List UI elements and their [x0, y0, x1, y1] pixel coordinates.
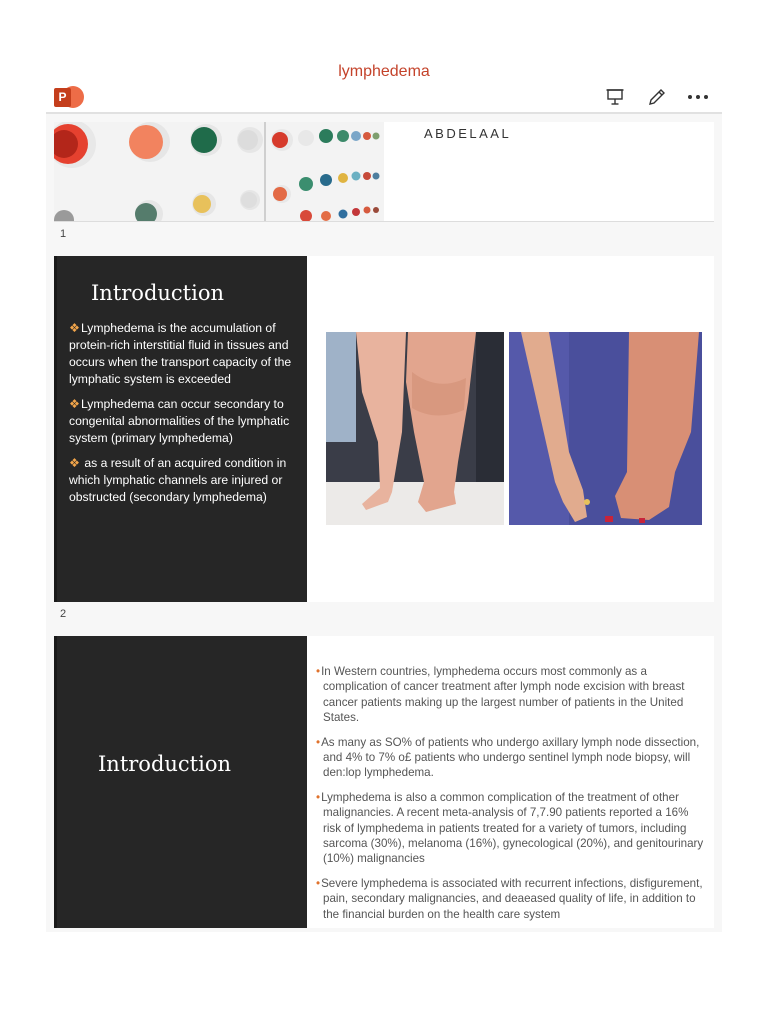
more-icon[interactable] [685, 84, 711, 110]
bullet-dot-icon: • [316, 665, 321, 678]
slide-title: Introduction [98, 752, 231, 776]
paragraph-item: •Severe lymphedema is associated with recurrent infections, disfigurement, pain, secondary malignancies, and deaeased quality of life, in addition to the financial burden on the health care system [316, 876, 703, 921]
bullet-dot-icon: • [316, 876, 321, 890]
paragraph-list [316, 664, 708, 928]
slide-thumbnail-2[interactable] [54, 256, 714, 602]
paragraph-item: •Lymphedema is also a common complication of the treatment of other malignancies. A recent meta-analysis of 7,7.90 patients reported a 16% risk of lymphedema in patients treated for a variety of tumors, including sarcoma (30%), melanoma (16%), gynecological (20%), and genitourinary (10%) malignancies [316, 790, 704, 866]
title-panel [54, 636, 307, 928]
pencil-icon[interactable] [644, 84, 670, 110]
diamond-bullet-icon: ❖ [69, 456, 80, 470]
powerpoint-icon: P [54, 86, 82, 110]
slide-title: Introduction [91, 281, 224, 305]
image-divider [264, 122, 266, 222]
bullet-list [69, 320, 303, 514]
bullet-dot-icon: • [316, 735, 321, 749]
paragraph-item: •As many as SO% of patients who undergo axillary lymph node dissection, and 4% to 7% o£ patients who undergo sentinel lymph node biopsy, will den:lop lymphedema. [316, 735, 700, 780]
decorative-circles-image [54, 122, 384, 222]
slide-number-1: 1 [60, 228, 67, 240]
title-panel [54, 256, 307, 602]
diamond-bullet-icon: ❖ [69, 397, 80, 411]
leg-photo [326, 332, 504, 525]
document-header [46, 48, 722, 114]
bullet-dot-icon: • [316, 790, 321, 804]
slide-thumbnail-1[interactable] [54, 122, 714, 222]
slide-thumbnail-3[interactable] [54, 636, 714, 928]
bullet-item: ❖Lymphedema is the accumulation of protein-rich interstitial fluid in tissues and occurs when the transport capacity of the lymphatic system is exceeded [69, 321, 292, 386]
document-title: lymphedema [338, 63, 430, 80]
bullet-item: ❖ as a result of an acquired condition in which lymphatic channels are injured or obstructed (secondary lymphedema) [69, 456, 287, 504]
author-name: ABDELAAL [424, 126, 512, 141]
present-icon[interactable] [602, 84, 628, 110]
diamond-bullet-icon: ❖ [69, 321, 80, 335]
paragraph-item: •In Western countries, lymphedema occurs most commonly as a complication of cancer treatment after lymph node excision with breast cancer patients making up the largest number of patients in the United States. [316, 665, 685, 725]
slide-number-2: 2 [60, 608, 67, 620]
arm-photo [509, 332, 702, 525]
bullet-item: ❖Lymphedema can occur secondary to congenital abnormalities of the lymphatic system (primary lymphedema) [69, 397, 290, 445]
